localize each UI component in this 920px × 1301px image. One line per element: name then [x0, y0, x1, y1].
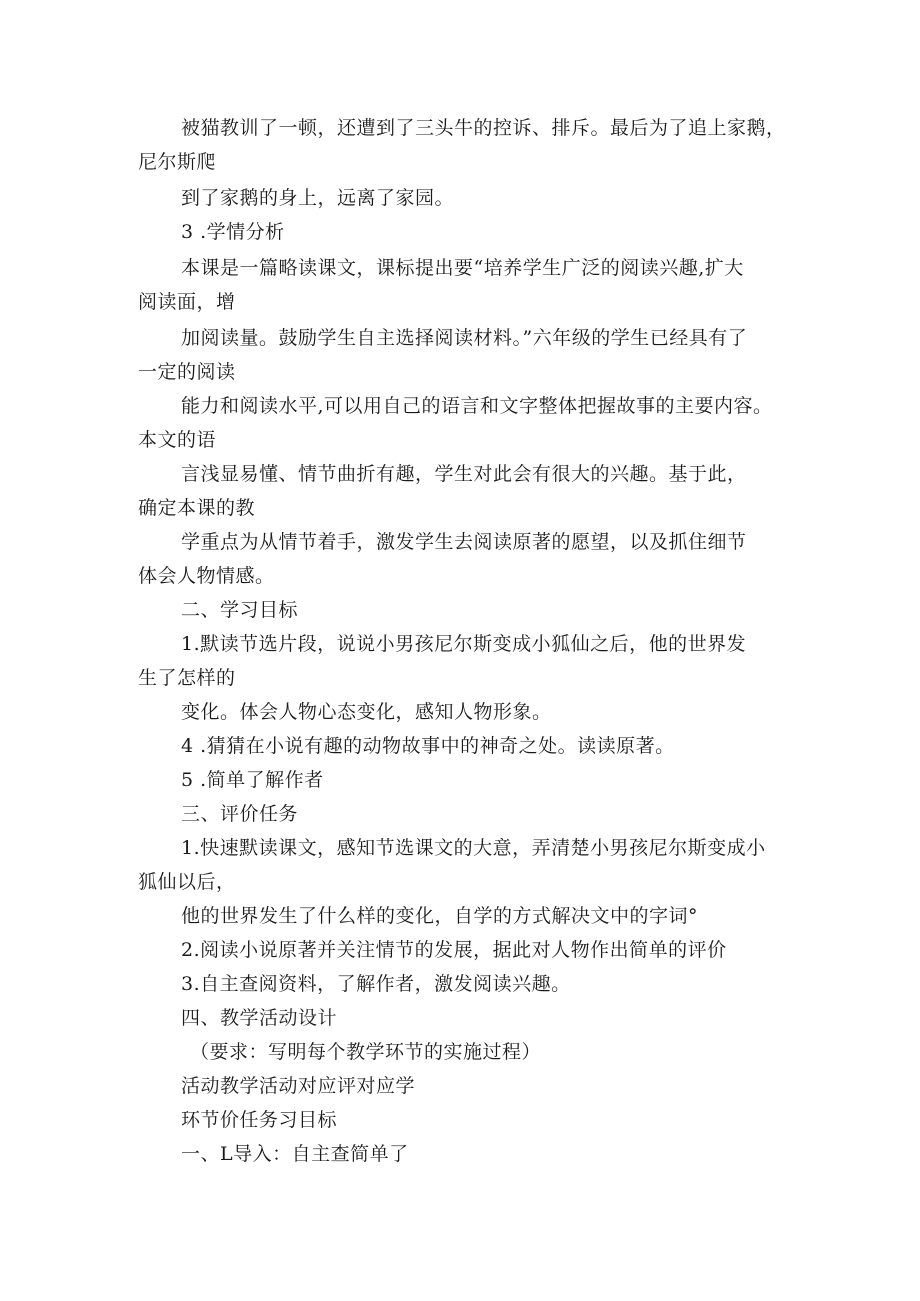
- text-line: 本课是一篇略读课文，课标提出要“培养学生广泛的阅读兴趣,扩大: [181, 257, 744, 279]
- text-line: 1.默读节选片段，说说小男孩尼尔斯变成小狐仙之后，他的世界发: [181, 633, 747, 655]
- text-line: 能力和阅读水平,可以用自己的语言和文字整体把握故事的主要内容。: [181, 395, 773, 417]
- section-heading: 四、教学活动设计: [181, 1007, 338, 1029]
- text-line: 一定的阅读: [138, 361, 236, 383]
- text-line: 狐仙以后，: [138, 871, 236, 893]
- text-line: 生了怎样的: [138, 667, 236, 689]
- text-line: 阅读面，增: [138, 291, 236, 313]
- text-line: 他的世界发生了什么样的变化，自学的方式解决文中的字词°: [181, 905, 699, 927]
- text-line: 4 .猜猜在小说有趣的动物故事中的神奇之处。读读原著。: [181, 735, 675, 757]
- text-line: 体会人物情感。: [138, 565, 275, 587]
- table-row-line: 一、L导入：自主查简单了: [181, 1143, 409, 1165]
- text-line: 到了家鹅的身上，远离了家园。: [181, 187, 455, 209]
- text-line: 本文的语: [138, 429, 217, 451]
- section-heading: 3 .学情分析: [181, 221, 285, 243]
- text-line: 加阅读量。鼓励学生自主选择阅读材料。”六年级的学生已经具有了: [181, 327, 748, 349]
- text-line: 5 .简单了解作者: [181, 769, 324, 791]
- table-header-line: 环节价任务习目标: [181, 1109, 338, 1131]
- text-line: 尼尔斯爬: [138, 151, 217, 173]
- text-line: （要求：写明每个教学环节的实施过程）: [190, 1041, 542, 1063]
- table-header-line: 活动教学活动对应评对应学: [181, 1075, 416, 1097]
- text-line: 言浅显易懂、情节曲折有趣，学生对此会有很大的兴趣。基于此，: [181, 463, 747, 485]
- text-line: 确定本课的教: [138, 497, 256, 519]
- text-line: 3.自主查阅资料，了解作者，激发阅读兴趣。: [181, 973, 571, 995]
- text-line: 被猫教训了一顿，还遭到了三头牛的控诉、排斥。最后为了追上家鹅，: [181, 117, 786, 139]
- text-line: 学重点为从情节着手，激发学生去阅读原著的愿望，以及抓住细节: [181, 531, 747, 553]
- text-line: 2.阅读小说原著并关注情节的发展，据此对人物作出简单的评价: [181, 939, 727, 961]
- section-heading: 二、学习目标: [181, 599, 299, 621]
- text-line: 变化。体会人物心态变化，感知人物形象。: [181, 701, 552, 723]
- text-line: 1.快速默读课文，感知节选课文的大意，弄清楚小男孩尼尔斯变成小: [181, 837, 766, 859]
- section-heading: 三、评价任务: [181, 803, 299, 825]
